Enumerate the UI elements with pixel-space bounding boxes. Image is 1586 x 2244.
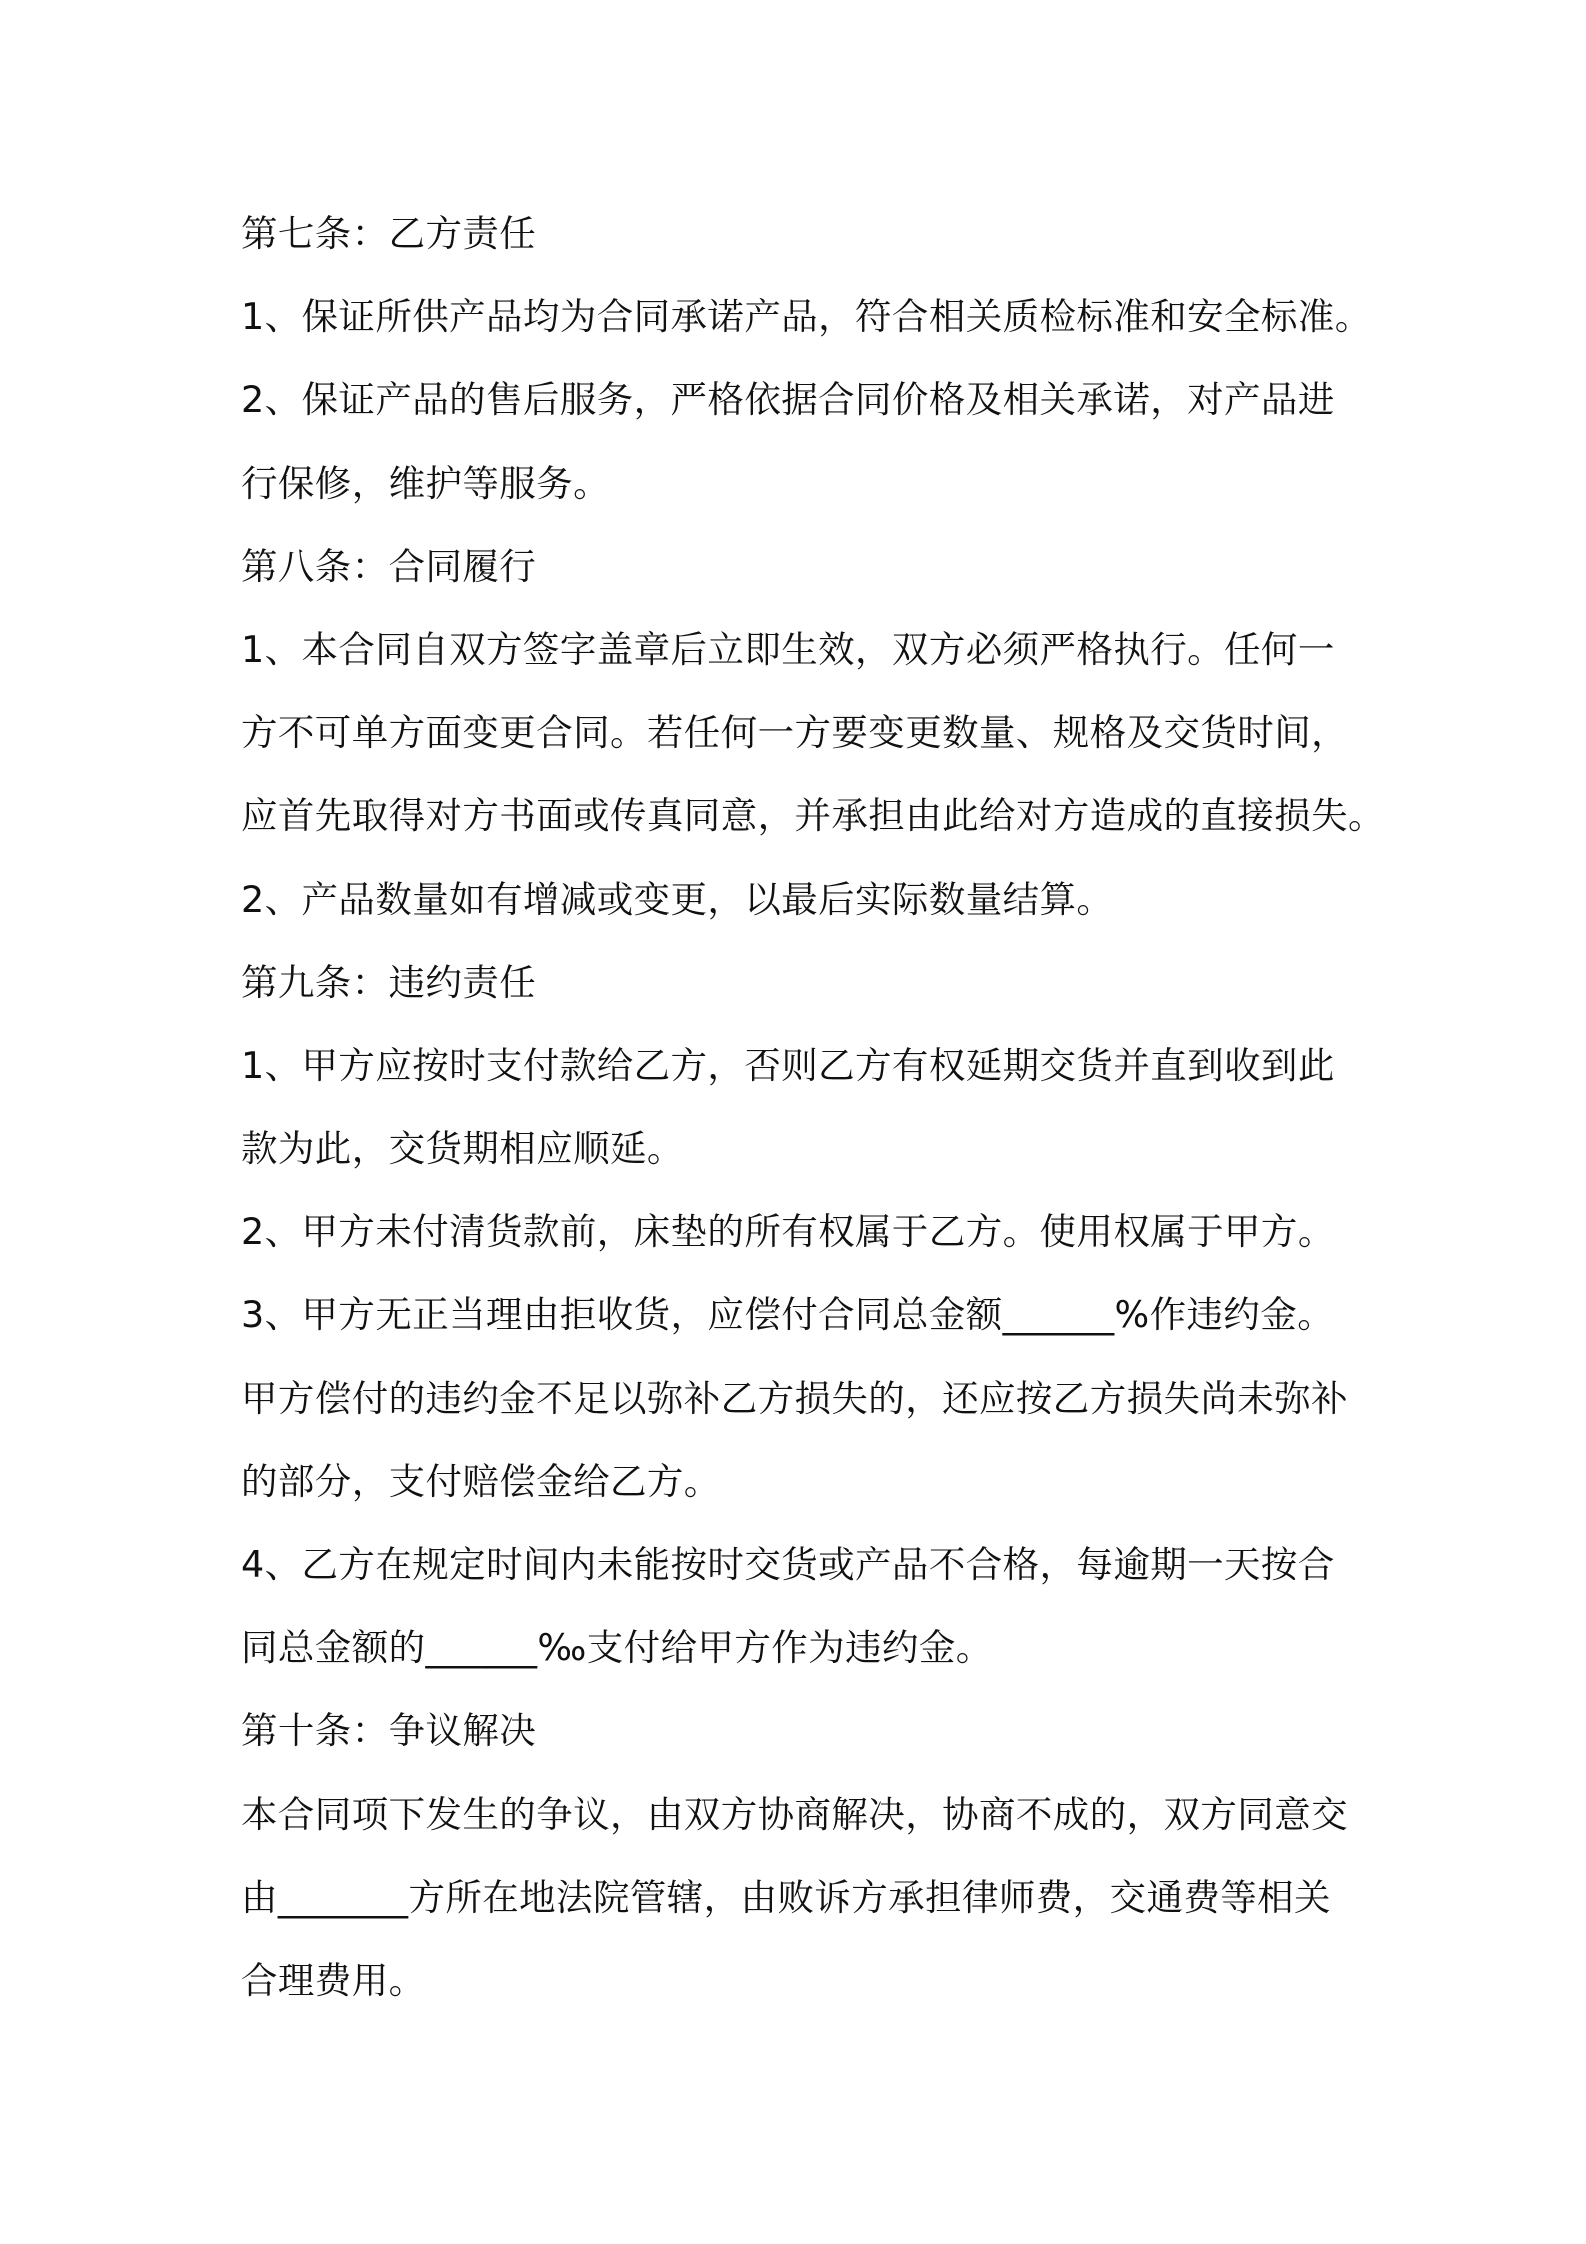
article-9-clause-3-line-2: 甲方偿付的违约金不足以弥补乙方损失的，还应按乙方损失尚未弥补 (241, 1376, 1348, 1420)
article-9-clause-4-line-2: 同总金额的______‰支付给甲方作为违约金。 (241, 1626, 993, 1670)
article-9-clause-2: 2、甲方未付清货款前，床垫的所有权属于乙方。使用权属于甲方。 (241, 1210, 1335, 1254)
article-9-clause-4-line-1: 4、乙方在规定时间内未能按时交货或产品不合格，每逾期一天按合 (241, 1543, 1335, 1586)
article-10-text-line-3: 合理费用。 (241, 1958, 426, 2002)
article-9-clause-1-line-1: 1、甲方应按时支付款给乙方，否则乙方有权延期交货并直到收到此 (241, 1043, 1335, 1087)
article-10-text-line-2: 由_______方所在地法院管辖，由败诉方承担律师费，交通费等相关 (241, 1875, 1331, 1919)
article-9-clause-1-line-2: 款为此，交货期相应顺延。 (241, 1127, 684, 1171)
article-7-clause-2-line-2: 行保修，维护等服务。 (241, 461, 610, 505)
article-8-clause-2: 2、产品数量如有增减或变更，以最后实际数量结算。 (241, 877, 1114, 921)
article-9-clause-3-line-1: 3、甲方无正当理由拒收货，应偿付合同总金额______%作违约金。 (241, 1293, 1335, 1337)
article-9-clause-3-line-3: 的部分，支付赔偿金给乙方。 (241, 1459, 721, 1503)
article-8-clause-1-line-2: 方不可单方面变更合同。若任何一方要变更数量、规格及交货时间， (241, 711, 1348, 755)
article-7-clause-1: 1、保证所供产品均为合同承诺产品，符合相关质检标准和安全标准。 (241, 295, 1372, 339)
article-7-clause-2-line-1: 2、保证产品的售后服务，严格依据合同价格及相关承诺，对产品进 (241, 378, 1335, 422)
article-9-heading: 第九条：违约责任 (241, 960, 537, 1004)
article-8-heading: 第八条：合同履行 (241, 544, 537, 588)
article-8-clause-1-line-3: 应首先取得对方书面或传真同意，并承担由此给对方造成的直接损失。 (241, 794, 1385, 838)
article-8-clause-1-line-1: 1、本合同自双方签字盖章后立即生效，双方必须严格执行。任何一 (241, 627, 1335, 671)
article-7-heading: 第七条：乙方责任 (241, 212, 537, 255)
article-10-heading: 第十条：争议解决 (241, 1709, 537, 1753)
contract-text (241, 192, 1391, 2022)
article-10-text-line-1: 本合同项下发生的争议，由双方协商解决，协商不成的，双方同意交 (241, 1792, 1348, 1836)
